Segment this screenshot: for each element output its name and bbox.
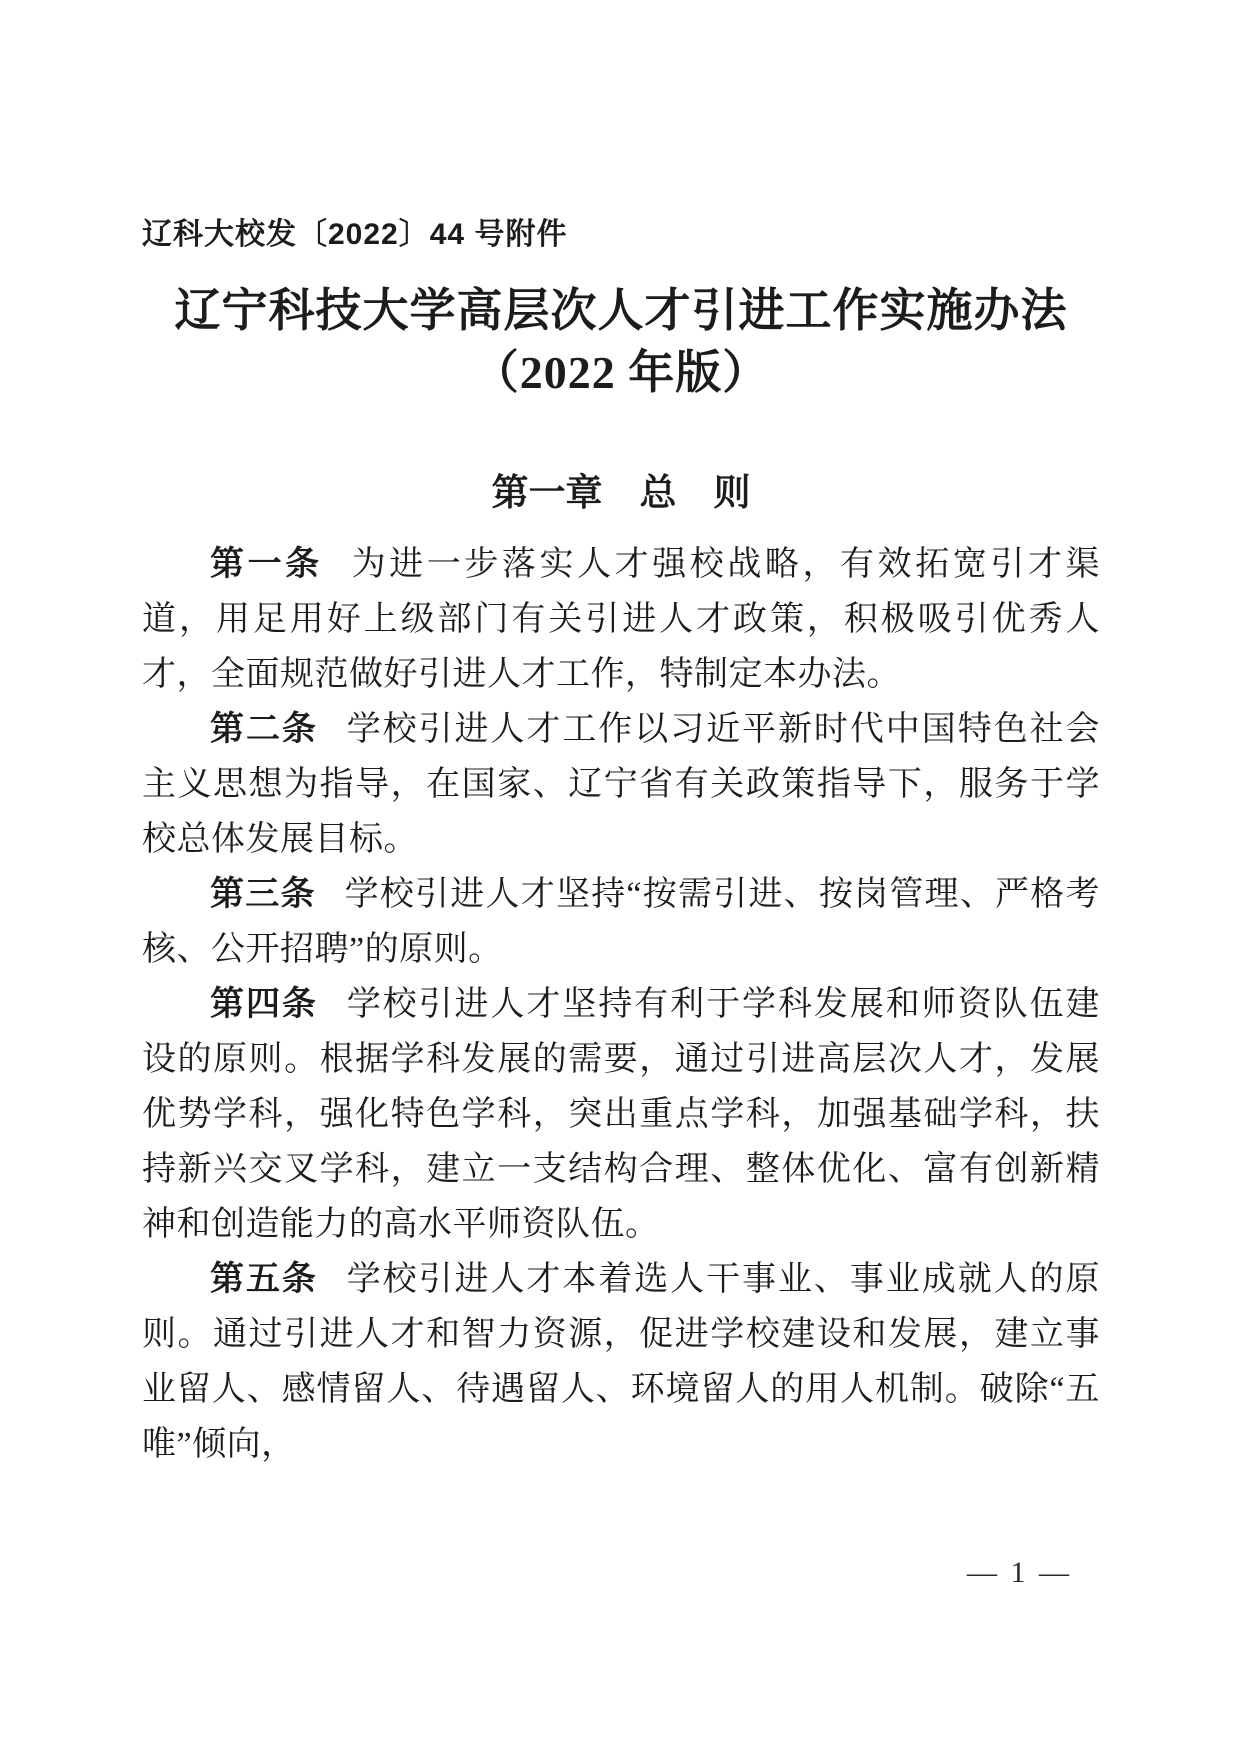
article-3-text: 学校引进人才坚持“按需引进、按岗管理、严格考核、公开招聘”的原则。 (142, 876, 1101, 968)
article-1-label: 第一条 (210, 545, 323, 583)
article-2-text: 学校引进人才工作以习近平新时代中国特色社会主义思想为指导，在国家、辽宁省有关政策指导下，服务于学校总体发展目标。 (142, 711, 1101, 858)
article-1 (142, 537, 1100, 702)
document-content (142, 216, 1100, 1472)
article-4-text: 学校引进人才坚持有利于学科发展和师资队伍建设的原则。根据学科发展的需要，通过引进高层次人才，发展优势学科，强化特色学科，突出重点学科，加强基础学科，扶持新兴交叉学科，建立一支结构合理、整体优化、富有创新精神和创造能力的高水平师资队伍。 (142, 986, 1101, 1243)
article-2 (142, 702, 1100, 867)
article-5-text: 学校引进人才本着选人干事业、事业成就人的原则。通过引进人才和智力资源，促进学校建设和发展，建立事业留人、感情留人、待遇留人、环境留人的用人机制。破除“五唯”倾向， (142, 1261, 1101, 1463)
doc-title-line1: 辽宁科技大学高层次人才引进工作实施办法 (174, 285, 1068, 336)
article-1-text: 为进一步落实人才强校战略，有效拓宽引才渠道，用足用好上级部门有关引进人才政策，积极吸引优秀人才，全面规范做好引进人才工作，特制定本办法。 (142, 546, 1101, 693)
article-3-label: 第三条 (210, 875, 316, 913)
article-4-label: 第四条 (210, 985, 318, 1023)
article-3 (142, 867, 1100, 977)
article-4 (142, 977, 1100, 1252)
doc-title (142, 280, 1100, 404)
doc-title-line2: （2022 年版） (472, 347, 770, 398)
article-5 (142, 1252, 1100, 1472)
body-text (142, 537, 1100, 1472)
doc-number: 辽科大校发〔2022〕44 号附件 (142, 218, 568, 251)
page-number: — 1 — (967, 1556, 1072, 1589)
chapter-heading: 第一章 总 则 (491, 472, 751, 513)
article-2-label: 第二条 (210, 710, 318, 748)
article-5-label: 第五条 (210, 1260, 318, 1298)
